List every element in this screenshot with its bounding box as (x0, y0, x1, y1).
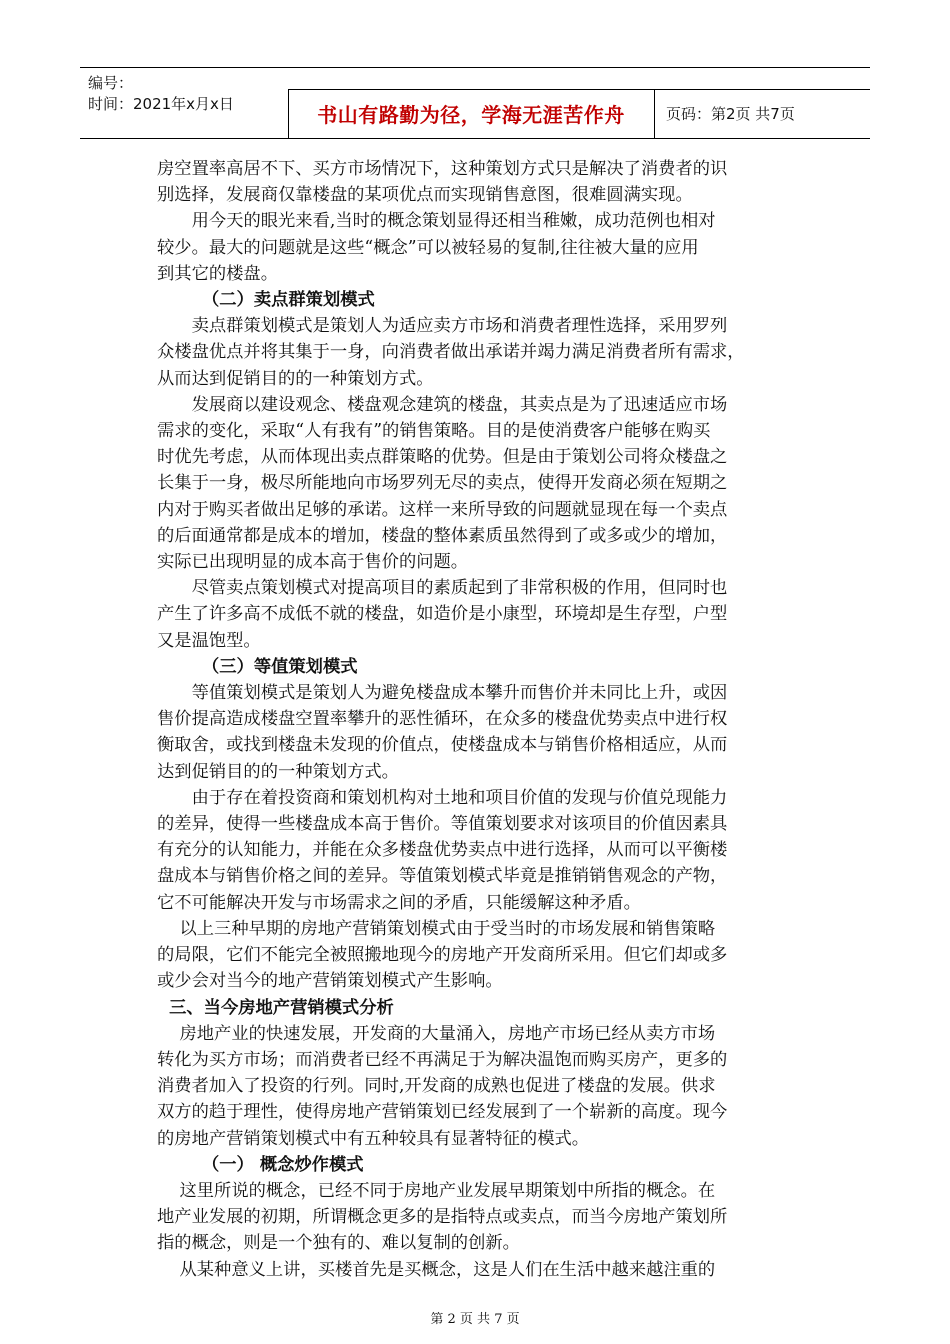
paragraph-line: 售价提高造成楼盘空置率攀升的恶性循环，在众多的楼盘优势卖点中进行权 (157, 709, 728, 730)
paragraph-line: 盘成本与销售价格之间的差异。等值策划模式毕竟是推销销售观念的产物， (157, 866, 728, 887)
paragraph-line: 的房地产营销策划模式中有五种较具有显著特征的模式。 (157, 1128, 590, 1149)
paragraph-line: 用今天的眼光来看,当时的概念策划显得还相当稚嫩，成功范例也相对 (191, 211, 716, 232)
paragraph-line: 房地产业的快速发展，开发商的大量涌入，房地产市场已经从卖方市场 (179, 1023, 716, 1044)
paragraph-line: 从某种意义上讲，买楼首先是买概念，这是人们在生活中越来越注重的 (179, 1259, 716, 1280)
section-heading: （二）卖点群策划模式 (201, 290, 375, 311)
page-header (80, 67, 870, 139)
document-body (157, 156, 800, 1283)
paragraph-line: 实际已出现明显的成本高于售价的问题。 (157, 552, 469, 573)
paragraph-line: 到其它的楼盘。 (157, 263, 278, 284)
paragraph-line: 的局限，它们不能完全被照搬地现今的房地产开发商所采用。但它们却或多 (157, 945, 728, 966)
paragraph-line: 或少会对当今的地产营销策划模式产生影响。 (157, 971, 503, 992)
paragraph-line: 众楼盘优点并将其集于一身，向消费者做出承诺并竭力满足消费者所有需求， (157, 342, 745, 363)
section-heading: 三、当今房地产营销模式分析 (169, 997, 394, 1018)
paragraph-line: 它不可能解决开发与市场需求之间的矛盾，只能缓解这种矛盾。 (157, 892, 641, 913)
page-footer: 第 2 页 共 7 页 (430, 1312, 520, 1327)
paragraph-line: 转化为买方市场；而消费者已经不再满足于为解决温饱而购买房产，更多的 (157, 1049, 728, 1070)
paragraph-line: 双方的趋于理性，使得房地产营销策划已经发展到了一个崭新的高度。现今 (157, 1102, 728, 1123)
header-meta (88, 73, 288, 115)
paragraph-line: 衡取舍，或找到楼盘未发现的价值点，使楼盘成本与销售价格相适应，从而 (157, 735, 728, 756)
header-page-number: 页码：第2页 共7页 (666, 105, 795, 123)
paragraph-line: 房空置率高居不下、买方市场情况下，这种策划方式只是解决了消费者的识 (157, 159, 728, 179)
document-number-label: 编号： (88, 74, 134, 92)
paragraph-line: 从而达到促销目的的一种策划方式。 (157, 368, 434, 389)
paragraph-line: 这里所说的概念，已经不同于房地产业发展早期策划中所指的概念。在 (179, 1180, 716, 1201)
header-motto: 书山有路勤为径，学海无涯苦作舟 (317, 103, 625, 127)
paragraph-line: 的后面通常都是成本的增加，楼盘的整体素质虽然得到了或多或少的增加， (157, 525, 728, 546)
paragraph-line: 达到促销目的的一种策划方式。 (157, 761, 399, 782)
paragraph-line: 较少。最大的问题就是这些“概念”可以被轻易的复制,往往被大量的应用 (157, 237, 699, 258)
section-heading: （三）等值策划模式 (201, 656, 358, 677)
paragraph-line: 指的概念，则是一个独有的、难以复制的创新。 (157, 1233, 520, 1254)
paragraph-line: 长集于一身，极尽所能地向市场罗列无尽的卖点，使得开发商必须在短期之 (157, 473, 728, 494)
section-heading: （一） 概念炒作模式 (201, 1154, 364, 1175)
paragraph-line: 内对于购买者做出足够的承诺。这样一来所导致的问题就显现在每一个卖点 (157, 499, 728, 520)
paragraph-line: 又是温饱型。 (157, 630, 261, 651)
paragraph-line: 需求的变化，采取“人有我有”的销售策略。目的是使消费客户能够在购买 (157, 421, 711, 442)
paragraph-line: 发展商以建设观念、楼盘观念建筑的楼盘，其卖点是为了迅速适应市场 (191, 394, 728, 415)
paragraph-line: 等值策划模式是策划人为避免楼盘成本攀升而售价并未同比上升，或因 (191, 683, 728, 704)
paragraph-line: 时优先考虑，从而体现出卖点群策略的优势。但是由于策划公司将众楼盘之 (157, 447, 728, 468)
paragraph-line: 由于存在着投资商和策划机构对土地和项目价值的发现与价值兑现能力 (191, 787, 728, 808)
paragraph-line: 卖点群策划模式是策划人为适应卖方市场和消费者理性选择，采用罗列 (191, 316, 728, 337)
paragraph-line: 以上三种早期的房地产营销策划模式由于受当时的市场发展和销售策略 (179, 918, 716, 939)
paragraph-line: 的差异，使得一些楼盘成本高于售价。等值策划要求对该项目的价值因素具 (157, 814, 728, 835)
paragraph-line: 消费者加入了投资的行列。同时,开发商的成熟也促进了楼盘的发展。供求 (157, 1076, 716, 1097)
paragraph-line: 有充分的认知能力，并能在众多楼盘优势卖点中进行选择，从而可以平衡楼 (157, 840, 728, 861)
paragraph-line: 别选择，发展商仅靠楼盘的某项优点而实现销售意图，很难圆满实现。 (157, 185, 693, 206)
paragraph-line: 尽管卖点策划模式对提高项目的素质起到了非常积极的作用，但同时也 (191, 578, 728, 599)
document-time-label: 时间：2021年x月x日 (88, 95, 234, 113)
paragraph-line: 产生了许多高不成低不就的楼盘，如造价是小康型，环境却是生存型，户型 (157, 604, 728, 625)
paragraph-line: 地产业发展的初期，所谓概念更多的是指特点或卖点，而当今房地产策划所 (157, 1207, 728, 1228)
